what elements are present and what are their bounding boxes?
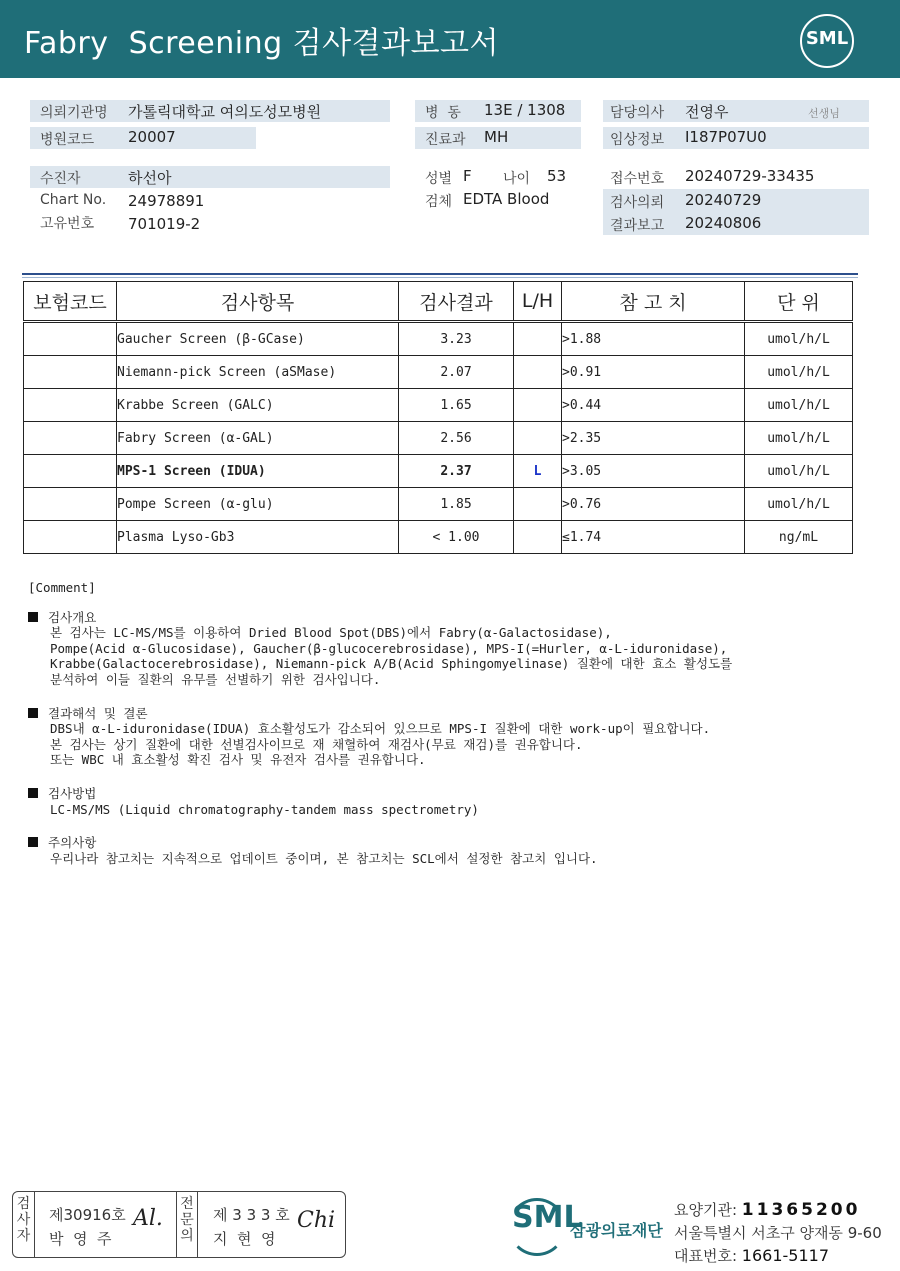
comment-block: [28, 706, 858, 768]
col-header-unit: 단 위: [745, 282, 853, 322]
cell-unit: umol/h/L: [745, 455, 853, 488]
comment-block: [28, 610, 858, 688]
cell-ref: >0.44: [562, 389, 745, 422]
specialist-signature: Chi: [297, 1208, 336, 1233]
bullet-square-icon: [28, 612, 38, 622]
table-row: [24, 455, 853, 488]
col-header-flag: L/H: [514, 282, 562, 322]
ward-value: 13E / 1308: [484, 101, 566, 119]
bullet-square-icon: [28, 708, 38, 718]
cell-flag: [514, 488, 562, 521]
clinical-label: 임상정보: [610, 132, 665, 148]
doctor-suffix: 선생님: [808, 107, 840, 120]
comment-block-title: 주의사항: [48, 835, 97, 851]
comment-line: LC-MS/MS (Liquid chromatography-tandem mass spectrometry): [50, 801, 479, 817]
chart-label: Chart No.: [40, 192, 107, 208]
divider: [22, 277, 858, 278]
clinical-value: I187P07U0: [685, 128, 767, 146]
cell-ref: ≤1.74: [562, 521, 745, 554]
hospcode-label: 병원코드: [40, 132, 95, 148]
comment-heading: [Comment]: [28, 580, 96, 595]
dept-label: 진료과: [425, 132, 466, 148]
request-value: 20240729: [685, 191, 762, 209]
cell-ref: >0.76: [562, 488, 745, 521]
cell-code: [24, 488, 117, 521]
cell-code: [24, 389, 117, 422]
report-header: [0, 0, 900, 78]
org-code-line: [674, 1199, 860, 1220]
cell-result: < 1.00: [399, 521, 514, 554]
table-row: [24, 521, 853, 554]
org-name: 삼광의료재단: [570, 1221, 663, 1240]
cell-result: 3.23: [399, 322, 514, 356]
cell-result: 2.07: [399, 356, 514, 389]
comment-section: [28, 580, 858, 866]
examiner-license: 제30916호: [49, 1206, 126, 1224]
receipt-value: 20240729-33435: [685, 167, 815, 185]
specimen-label: 검체: [425, 194, 453, 210]
patient-name-label: 수진자: [40, 171, 81, 187]
comment-line: DBS내 α-L-iduronidase(IDUA) 효소활성도가 감소되어 있으므로 MPS-I 질환에 대한 work-up이 필요합니다.: [50, 721, 711, 737]
patient-name-value: 하선아: [128, 169, 172, 187]
table-row: [24, 422, 853, 455]
hospital-value: 가톨릭대학교 여의도성모병원: [128, 103, 322, 121]
sex-value: F: [463, 167, 472, 185]
age-label: 나이: [503, 171, 531, 187]
doctor-label: 담당의사: [610, 105, 665, 121]
comment-line: 분석하여 이들 질환의 유무를 선별하기 위한 검사입니다.: [50, 671, 381, 687]
comment-block: [28, 786, 858, 817]
cell-unit: umol/h/L: [745, 322, 853, 356]
comment-line: 본 검사는 LC-MS/MS를 이용하여 Dried Blood Spot(DBS)에서 Fabry(α-Galactosidase),: [50, 625, 612, 641]
sml-logo: SML: [800, 14, 854, 68]
comment-block-title: 검사개요: [48, 609, 97, 625]
table-row: [24, 356, 853, 389]
cell-unit: umol/h/L: [745, 488, 853, 521]
org-phone-label: 대표번호:: [674, 1247, 738, 1265]
uid-value: 701019-2: [128, 215, 201, 233]
org-logo: SML: [512, 1200, 583, 1235]
cell-code: [24, 422, 117, 455]
comment-line: Pompe(Acid α-Glucosidase), Gaucher(β-glucocerebrosidase), MPS-I(=Hurler, α-L-iduronidase),: [50, 640, 728, 656]
cell-code: [24, 455, 117, 488]
cell-code: [24, 356, 117, 389]
examiner-name: 박 영 주: [49, 1230, 112, 1248]
comment-line: Krabbe(Galactocerebrosidase), Niemann-pick A/B(Acid Sphingomyelinase) 질환에 대한 효소 활성도를: [50, 656, 733, 672]
info-bar: [30, 166, 390, 188]
col-header-result: 검사결과: [399, 282, 514, 322]
report-title: Fabry Screening 검사결과보고서: [24, 26, 500, 61]
table-header-row: [24, 282, 853, 322]
cell-item: Gaucher Screen (β-GCase): [117, 322, 399, 356]
cell-unit: umol/h/L: [745, 422, 853, 455]
report-label: 결과보고: [610, 218, 665, 234]
hospital-label: 의뢰기관명: [40, 105, 108, 121]
cell-ref: >3.05: [562, 455, 745, 488]
cell-ref: >2.35: [562, 422, 745, 455]
cell-unit: umol/h/L: [745, 356, 853, 389]
cell-flag: [514, 356, 562, 389]
receipt-label: 접수번호: [610, 171, 665, 187]
hospcode-value: 20007: [128, 128, 176, 146]
divider: [22, 273, 858, 275]
specialist-license: 제 3 3 3 호: [213, 1206, 290, 1224]
examiner-label: 검 사 자: [13, 1192, 35, 1257]
bullet-square-icon: [28, 788, 38, 798]
specialist-name: 지 현 영: [213, 1230, 276, 1248]
signature-box: [12, 1191, 346, 1258]
cell-item: Pompe Screen (α-glu): [117, 488, 399, 521]
cell-item: Krabbe Screen (GALC): [117, 389, 399, 422]
col-header-ref: 참 고 치: [562, 282, 745, 322]
chart-value: 24978891: [128, 192, 205, 210]
table-row: [24, 488, 853, 521]
comment-block: [28, 835, 858, 866]
org-phone: 1661-5117: [741, 1246, 830, 1265]
org-phone-line: [674, 1245, 829, 1266]
cell-flag: [514, 422, 562, 455]
cell-item: Plasma Lyso-Gb3: [117, 521, 399, 554]
col-header-code: 보험코드: [24, 282, 117, 322]
request-label: 검사의뢰: [610, 195, 665, 211]
cell-code: [24, 521, 117, 554]
report-value: 20240806: [685, 214, 762, 232]
cell-item: Fabry Screen (α-GAL): [117, 422, 399, 455]
cell-code: [24, 322, 117, 356]
org-address: 서울특별시 서초구 양재동 9-60: [674, 1224, 882, 1242]
col-header-item: 검사항목: [117, 282, 399, 322]
cell-result: 2.56: [399, 422, 514, 455]
cell-result: 1.65: [399, 389, 514, 422]
comment-line: 또는 WBC 내 효소활성 확진 검사 및 유전자 검사를 권유합니다.: [50, 752, 426, 768]
comment-line: 본 검사는 상기 질환에 대한 선별검사이므로 재 채혈하여 재검사(무료 재검)를 권유합니다.: [50, 736, 583, 752]
cell-flag: [514, 521, 562, 554]
age-value: 53: [547, 167, 567, 185]
results-table: [23, 281, 853, 554]
cell-item: MPS-1 Screen (IDUA): [117, 455, 399, 488]
examiner-signature: Al.: [133, 1206, 163, 1231]
cell-unit: umol/h/L: [745, 389, 853, 422]
cell-ref: >1.88: [562, 322, 745, 356]
comment-block-title: 결과해석 및 결론: [48, 705, 148, 721]
org-code-label: 요양기관:: [674, 1201, 738, 1219]
ward-label: 병 동: [425, 105, 461, 121]
cell-item: Niemann-pick Screen (aSMase): [117, 356, 399, 389]
specialist-label: 전 문 의: [176, 1192, 198, 1257]
cell-result: 1.85: [399, 488, 514, 521]
cell-flag: L: [514, 455, 562, 488]
org-code: 11365200: [741, 1200, 861, 1220]
comment-line: 우리나라 참고치는 지속적으로 업데이트 중이며, 본 참고치는 SCL에서 설정한 참고치 입니다.: [50, 850, 598, 866]
table-row: [24, 389, 853, 422]
doctor-value: 전영우: [685, 103, 729, 121]
cell-result: 2.37: [399, 455, 514, 488]
uid-label: 고유번호: [40, 216, 95, 232]
cell-unit: ng/mL: [745, 521, 853, 554]
dept-value: MH: [484, 128, 509, 146]
specimen-value: EDTA Blood: [463, 190, 550, 208]
cell-flag: [514, 389, 562, 422]
cell-ref: >0.91: [562, 356, 745, 389]
cell-flag: [514, 322, 562, 356]
comment-block-title: 검사방법: [48, 785, 97, 801]
table-row: [24, 322, 853, 356]
sex-label: 성별: [425, 171, 453, 187]
bullet-square-icon: [28, 837, 38, 847]
